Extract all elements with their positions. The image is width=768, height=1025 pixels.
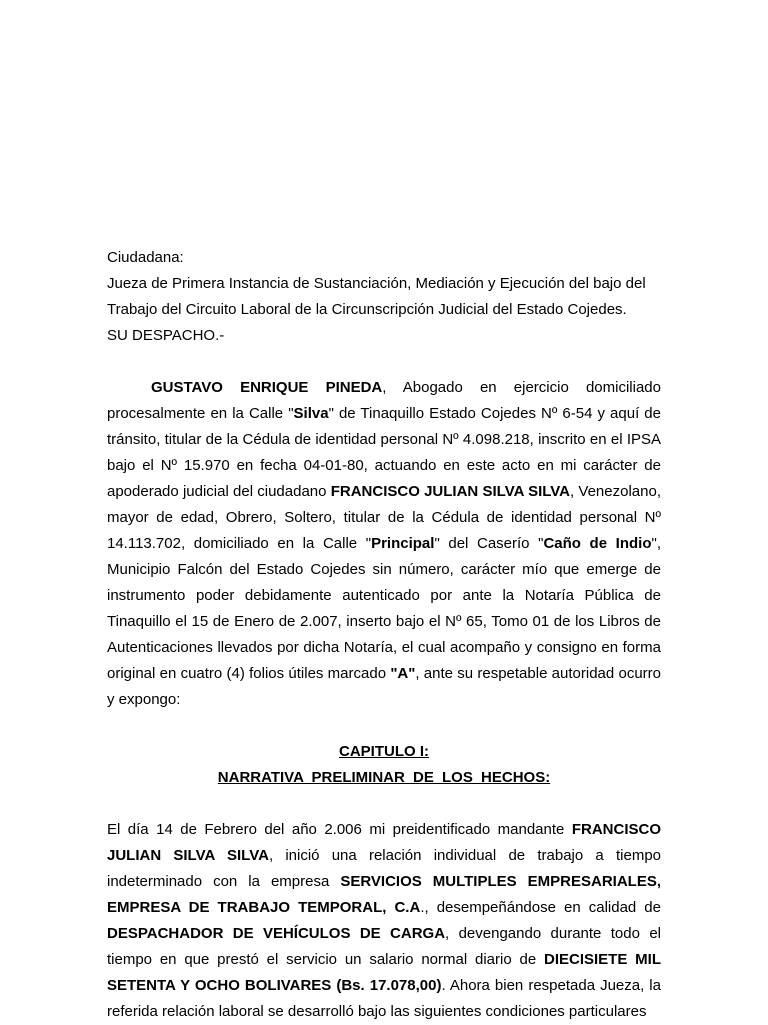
- intro-text-3: , Venezolano, mayor de edad, Obrero, Soltero, titular de la Cédula de identidad personal Nº 14.113.702, domiciliado en la Calle ": [107, 483, 661, 552]
- addressee-line-2: Trabajo del Circuito Laboral de la Circunscripción Judicial del Estado Cojedes.: [107, 301, 627, 318]
- narrative-client-name: FRANCISCO JULIAN SILVA SILVA: [107, 821, 661, 864]
- job-position: DESPACHADOR DE VEHÍCULOS DE CARGA: [107, 925, 446, 942]
- intro-text-6: , ante su respetable autoridad ocurro y expongo:: [107, 665, 662, 708]
- intro-text-1: , Abogado en ejercicio domiciliado procesalmente en la Calle ": [107, 379, 661, 422]
- chapter-subtitle: NARRATIVA PRELIMINAR DE LOS HECHOS:: [217, 769, 551, 786]
- narrative-text-4: , devengando durante todo el tiempo en que prestó el servicio un salario normal diario de: [107, 925, 661, 968]
- narrative-text-1: El día 14 de Febrero del año 2.006 mi preidentificado mandante: [107, 821, 572, 838]
- exhibit-mark: "A": [390, 665, 416, 682]
- narrative-text-3: ., desempeñándose en calidad de: [420, 899, 661, 916]
- company-name: SERVICIOS MULTIPLES EMPRESARIALES, EMPRESA DE TRABAJO TEMPORAL, C.A: [107, 873, 661, 916]
- intro-text-4: " del Caserío ": [434, 535, 544, 552]
- intro-text-5: ", Municipio Falcón del Estado Cojedes sin número, carácter mío que emerge de instrumento poder debidamente autenticado por ante la Notaría Pública de Tinaquillo el 15 de Enero de 2.007, inserto bajo el Nº 65, Tomo 01 de los Libros de Autenticaciones llevados por dicha Notaría, el cual acompaño y consigno en forma original en cuatro (4) folios útiles marcado: [107, 535, 661, 682]
- narrative-text-2: , inició una relación individual de trabajo a tiempo indeterminado con la empresa: [107, 847, 662, 890]
- addressee-closing: SU DESPACHO.-: [107, 327, 225, 344]
- daily-salary: DIECISIETE MIL SETENTA Y OCHO BOLIVARES (Bs. 17.078,00): [107, 951, 661, 994]
- narrative-paragraph: [107, 817, 661, 1025]
- spacer: [107, 791, 661, 817]
- salutation: Ciudadana:: [107, 249, 184, 266]
- client-name: FRANCISCO JULIAN SILVA SILVA: [330, 483, 571, 500]
- intro-paragraph: [107, 375, 661, 713]
- place-name: Caño de Indio: [543, 535, 652, 552]
- street-principal: Principal: [371, 535, 435, 552]
- street-silva: Silva: [293, 405, 329, 422]
- document-page: [107, 245, 661, 1025]
- spacer: [107, 713, 661, 739]
- chapter-title: CAPITULO I:: [339, 743, 429, 760]
- lawyer-name: GUSTAVO ENRIQUE PINEDA: [151, 379, 383, 396]
- spacer: [107, 349, 661, 375]
- addressee-line-1: Jueza de Primera Instancia de Sustanciación, Mediación y Ejecución del bajo del: [107, 275, 646, 292]
- narrative-text-5: . Ahora bien respetada Jueza, la referida relación laboral se desarrolló bajo las siguientes condiciones particulares: [107, 977, 661, 1020]
- addressee-block: [107, 245, 661, 349]
- intro-text-2: " de Tinaquillo Estado Cojedes Nº 6-54 y aquí de tránsito, titular de la Cédula de identidad personal Nº 4.098.218, inscrito en el IPSA bajo el Nº 15.970 en fecha 04-01-80, actuando en este acto en mi carácter de apoderado judicial del ciudadano: [107, 405, 661, 500]
